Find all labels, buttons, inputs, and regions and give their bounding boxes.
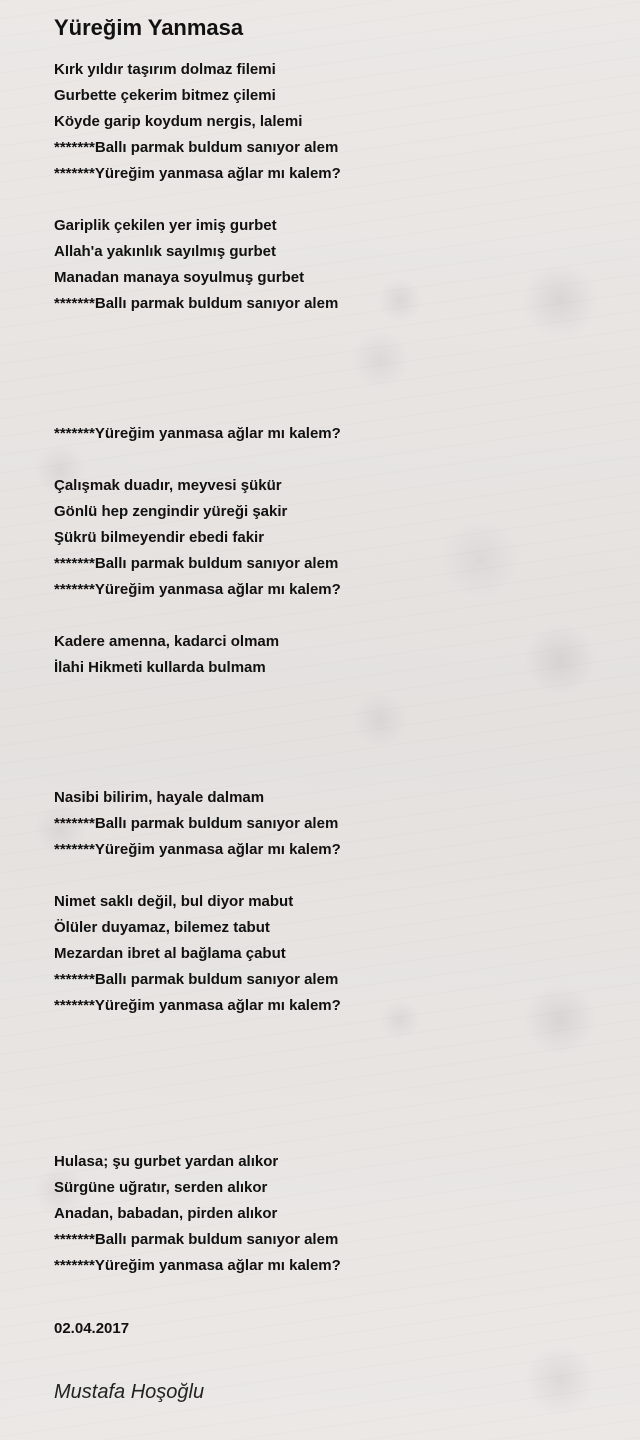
blank-line <box>54 759 624 785</box>
blank-line <box>54 1071 624 1097</box>
blank-line <box>54 1123 624 1149</box>
blank-line <box>54 1097 624 1123</box>
poem-line: İlahi Hikmeti kullarda bulmam <box>54 659 266 676</box>
blank-line <box>54 707 624 733</box>
blank-line <box>54 187 624 213</box>
poem-body <box>54 57 624 1279</box>
blank-line <box>54 603 624 629</box>
poem-line: *******Ballı parmak buldum sanıyor alem <box>54 1231 339 1248</box>
poem-author: Mustafa Hoşoğlu <box>54 1381 205 1403</box>
poem-line: Sürgüne uğratır, serden alıkor <box>54 1179 268 1196</box>
poem-line: *******Yüreğim yanmasa ağlar mı kalem? <box>54 581 341 598</box>
poem-line: Manadan manaya soyulmuş gurbet <box>54 269 305 286</box>
poem-page <box>54 14 624 1403</box>
poem-line: *******Yüreğim yanmasa ağlar mı kalem? <box>54 425 341 442</box>
poem-line: *******Ballı parmak buldum sanıyor alem <box>54 971 339 988</box>
poem-line: Nimet saklı değil, bul diyor mabut <box>54 893 294 910</box>
poem-line: Nasibi bilirim, hayale dalmam <box>54 789 265 806</box>
blank-line <box>54 1045 624 1071</box>
poem-line: Gönlü hep zengindir yüreği şakir <box>54 503 288 520</box>
poem-line: *******Yüreğim yanmasa ağlar mı kalem? <box>54 1257 341 1274</box>
poem-title: Yüreğim Yanmasa <box>54 15 244 40</box>
blank-line <box>54 395 624 421</box>
poem-line: Kırk yıldır taşırım dolmaz filemi <box>54 61 276 78</box>
poem-line: Şükrü bilmeyendir ebedi fakir <box>54 529 265 546</box>
poem-line: *******Ballı parmak buldum sanıyor alem <box>54 139 339 156</box>
poem-line: *******Ballı parmak buldum sanıyor alem <box>54 555 339 572</box>
blank-line <box>54 733 624 759</box>
poem-line: *******Yüreğim yanmasa ağlar mı kalem? <box>54 841 341 858</box>
poem-line: *******Yüreğim yanmasa ağlar mı kalem? <box>54 997 341 1014</box>
poem-line: Allah'a yakınlık sayılmış gurbet <box>54 243 276 260</box>
blank-line <box>54 447 624 473</box>
poem-line: *******Yüreğim yanmasa ağlar mı kalem? <box>54 165 341 182</box>
poem-line: *******Ballı parmak buldum sanıyor alem <box>54 815 339 832</box>
poem-date: 02.04.2017 <box>54 1320 130 1337</box>
poem-line: Mezardan ibret al bağlama çabut <box>54 945 286 962</box>
blank-line <box>54 1019 624 1045</box>
poem-line: Gurbette çekerim bitmez çilemi <box>54 87 276 104</box>
poem-line: Hulasa; şu gurbet yardan alıkor <box>54 1153 279 1170</box>
poem-line: Kadere amenna, kadarci olmam <box>54 633 280 650</box>
blank-line <box>54 317 624 343</box>
poem-line: Köyde garip koydum nergis, lalemi <box>54 113 303 130</box>
poem-line: Gariplik çekilen yer imiş gurbet <box>54 217 277 234</box>
poem-line: Ölüler duyamaz, bilemez tabut <box>54 919 270 936</box>
poem-line: *******Ballı parmak buldum sanıyor alem <box>54 295 339 312</box>
blank-line <box>54 369 624 395</box>
poem-line: Anadan, babadan, pirden alıkor <box>54 1205 278 1222</box>
blank-line <box>54 343 624 369</box>
blank-line <box>54 863 624 889</box>
blank-line <box>54 681 624 707</box>
poem-line: Çalışmak duadır, meyvesi şükür <box>54 477 282 494</box>
